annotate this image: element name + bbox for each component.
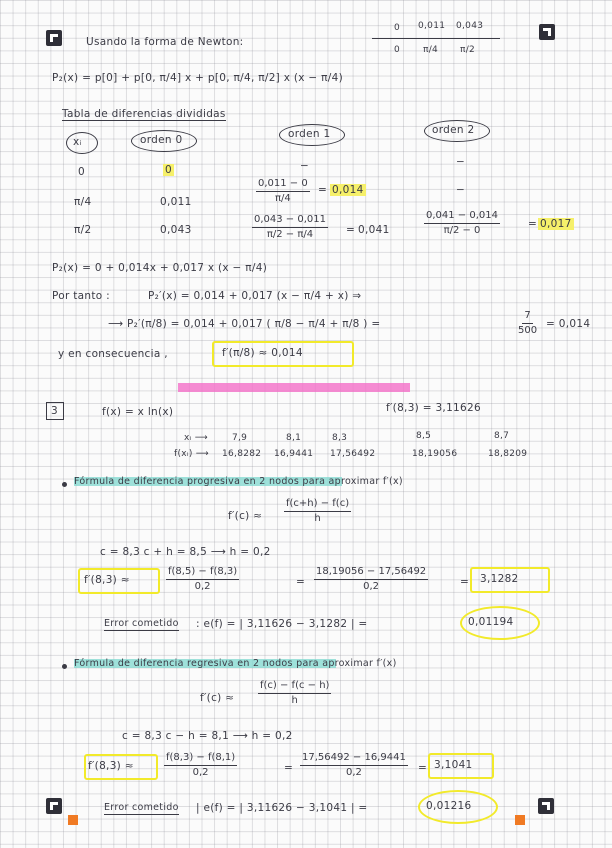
row2-order1-result: 0,041: [358, 224, 390, 236]
fx-value-1: 16,9441: [274, 449, 314, 459]
fx-value-3: 18,19056: [412, 449, 458, 459]
x-value-3: 8,5: [416, 431, 432, 441]
backward-heading: Fórmula de diferencia regresiva en 2 nodos para aproximar f′(x): [74, 658, 397, 669]
row0-order2: −: [456, 156, 466, 168]
forward-params: c = 8,3 c + h = 8,5 ⟶ h = 0,2: [100, 546, 271, 558]
backward-approx-lhs: f′(8,3) ≈: [88, 760, 134, 772]
forward-approx-num-2: 18,19056 − 17,56492: [314, 566, 428, 580]
row2-order1-fraction: [252, 214, 328, 241]
p2-newton-formula: P₂(x) = p[0] + p[0, π/4] x + p[0, π/4, π/2] x (x − π/4): [52, 72, 343, 84]
backward-approx-fraction: [164, 752, 237, 779]
axis-bottom-0: 0: [394, 45, 401, 55]
top-left-corner-marker: [46, 30, 62, 46]
row1-order1-fraction: [256, 178, 310, 205]
row2-order0: 0,043: [160, 224, 192, 236]
axis-bottom-2: π/2: [460, 45, 476, 55]
backward-formula-fraction: [258, 680, 331, 707]
bottom-left-corner-marker: [46, 798, 62, 814]
table-header-order1: orden 1: [288, 128, 331, 140]
axis-top-1: 0,011: [418, 21, 446, 31]
table-header-order0: orden 0: [140, 134, 183, 146]
backward-approx-fraction-2: [300, 752, 408, 779]
row2-order2-fraction: [424, 210, 500, 237]
backward-error-value: 0,01216: [426, 800, 472, 812]
eval-fraction: [518, 310, 537, 337]
evaluation-equation: ⟶ P₂′(π/8) = 0,014 + 0,017 ( π/8 − π/4 + π/8 ) =: [108, 318, 381, 330]
backward-params: c = 8,3 c − h = 8,1 ⟶ h = 0,2: [122, 730, 293, 742]
header-oval-x: [66, 132, 98, 154]
bottom-left-orange-mark: [68, 815, 78, 825]
axis-top-2: 0,043: [456, 21, 484, 31]
row2-order2-den: π/2 − 0: [443, 225, 481, 236]
x-value-0: 7,9: [232, 433, 248, 443]
backward-approx-num: f(8,3) − f(8,1): [164, 752, 237, 766]
por-tanto-label: Por tanto :: [52, 290, 110, 302]
x-value-2: 8,3: [332, 433, 348, 443]
row2-equals-2: =: [528, 218, 538, 230]
row2-equals: =: [346, 224, 356, 236]
backward-approx-den-2: 0,2: [345, 767, 362, 778]
row2-order1-den: π/2 − π/4: [266, 229, 314, 240]
row1-equals: =: [318, 184, 328, 196]
row2-order2-result: 0,017: [540, 218, 572, 230]
forward-approx-den-2: 0,2: [363, 581, 380, 592]
bottom-right-orange-mark: [515, 815, 525, 825]
axis-top-0: 0: [394, 23, 401, 33]
backward-formula-num: f(c) − f(c − h): [258, 680, 331, 694]
problem-number: 3: [51, 405, 58, 417]
problem3-exact-derivative: f′(8,3) = 3,11626: [386, 402, 481, 414]
forward-approx-den: 0,2: [194, 581, 211, 592]
forward-result: 3,1282: [480, 573, 519, 585]
row2-order2-num: 0,041 − 0,014: [424, 210, 500, 224]
x-value-4: 8,7: [494, 431, 510, 441]
table-header-order2: orden 2: [432, 124, 475, 136]
forward-bullet: [62, 482, 67, 487]
eval-fraction-den: 500: [518, 325, 538, 336]
row1-order1-den: π/4: [274, 193, 291, 204]
backward-approx-num-2: 17,56492 − 16,9441: [300, 752, 408, 766]
backward-equals-2: =: [418, 762, 428, 774]
fx-value-2: 17,56492: [330, 449, 376, 459]
backward-result: 3,1041: [434, 759, 473, 771]
row0-x: 0: [78, 166, 85, 178]
x-value-1: 8,1: [286, 433, 302, 443]
row1-order1-num: 0,011 − 0: [256, 178, 310, 192]
forward-approx-fraction: [166, 566, 239, 593]
top-right-corner-marker: [539, 24, 555, 40]
row1-order0: 0,011: [160, 196, 192, 208]
row2-x: π/2: [74, 224, 92, 236]
table-title: Tabla de diferencias divididas: [62, 108, 226, 120]
x-row-label: xᵢ ⟶: [184, 433, 208, 443]
forward-approx-fraction-2: [314, 566, 428, 593]
table-header-x: xᵢ: [73, 136, 82, 148]
forward-formula-lhs: f′(c) ≈: [228, 510, 263, 522]
forward-approx-num: f(8,5) − f(8,3): [166, 566, 239, 580]
bottom-right-corner-marker: [538, 798, 554, 814]
problem3-function: f(x) = x ln(x): [102, 406, 174, 418]
eval-result: = 0,014: [546, 318, 591, 330]
row1-order2: −: [456, 184, 466, 196]
forward-equals-2: =: [460, 576, 470, 588]
forward-formula-num: f(c+h) − f(c): [284, 498, 351, 512]
row0-order0: 0: [165, 164, 172, 176]
row0-order1: −: [300, 160, 310, 172]
backward-bullet: [62, 664, 67, 669]
number-line: [372, 38, 500, 39]
section-separator-highlight: [178, 383, 410, 392]
backward-error-expression: | e(f) = | 3,11626 − 3,1041 | =: [196, 802, 368, 814]
backward-equals-1: =: [284, 762, 294, 774]
forward-formula-fraction: [284, 498, 351, 525]
row1-x: π/4: [74, 196, 92, 208]
row2-order1-num: 0,043 − 0,011: [252, 214, 328, 228]
backward-formula-den: h: [291, 695, 298, 706]
axis-bottom-1: π/4: [423, 45, 439, 55]
forward-error-label: Error cometido: [104, 618, 179, 629]
fx-value-0: 16,8282: [222, 449, 262, 459]
forward-heading: Fórmula de diferencia progresiva en 2 nodos para aproximar f′(x): [74, 476, 403, 487]
fx-value-4: 18,8209: [488, 449, 528, 459]
forward-equals-1: =: [296, 576, 306, 588]
backward-error-label: Error cometido: [104, 802, 179, 813]
forward-error-expression: : e(f) = | 3,11626 − 3,1282 | =: [196, 618, 368, 630]
eval-fraction-num: 7: [522, 310, 532, 324]
forward-approx-lhs: f′(8,3) ≈: [84, 574, 130, 586]
backward-formula-lhs: f′(c) ≈: [200, 692, 235, 704]
backward-approx-den: 0,2: [192, 767, 209, 778]
fx-row-label: f(xᵢ) ⟶: [174, 449, 209, 459]
p2-result-equation: P₂(x) = 0 + 0,014x + 0,017 x (x − π/4): [52, 262, 268, 274]
conclusion-label: y en consecuencia ,: [58, 348, 168, 360]
forward-error-value: 0,01194: [468, 616, 514, 628]
row1-order1-result: 0,014: [332, 184, 364, 196]
conclusion-value: f′(π/8) ≈ 0,014: [222, 347, 303, 359]
header-title: Usando la forma de Newton:: [86, 36, 244, 48]
derivative-equation: P₂′(x) = 0,014 + 0,017 (x − π/4 + x) ⇒: [148, 290, 362, 302]
forward-formula-den: h: [314, 513, 321, 524]
